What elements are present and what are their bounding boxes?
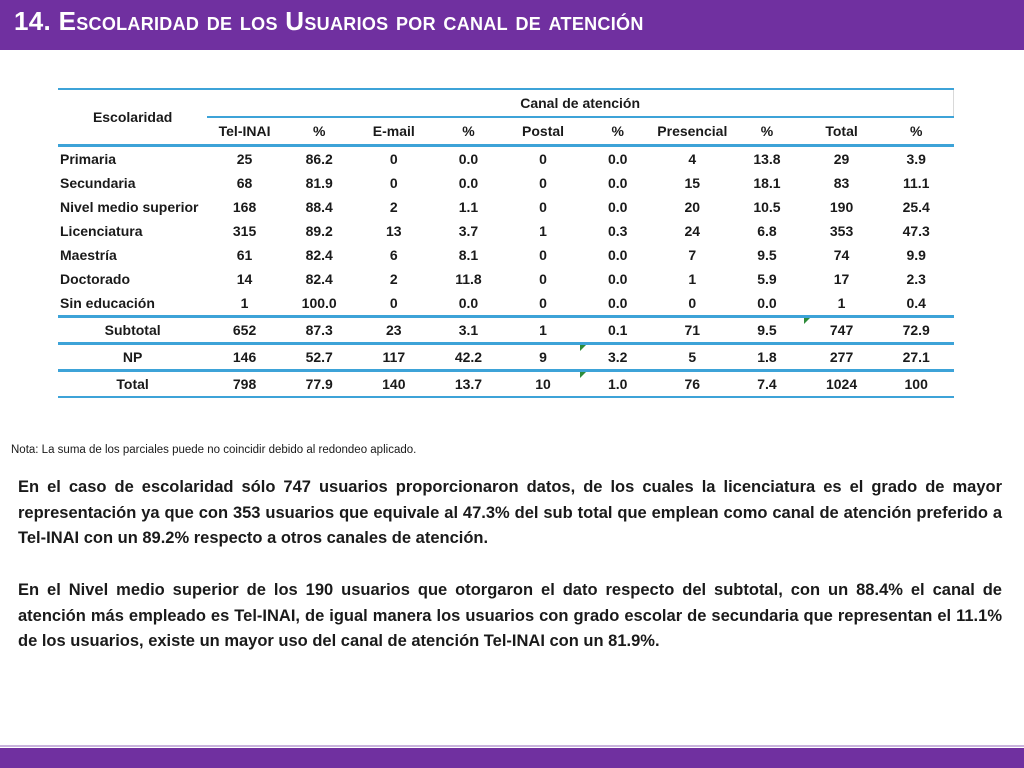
table-cell: 0	[539, 271, 547, 287]
table-cell: 23	[357, 317, 432, 344]
table-cell: 68	[236, 175, 253, 191]
table-cell: 72.9	[879, 317, 954, 344]
table-cell: 353	[829, 223, 854, 239]
table-cell: 0	[539, 199, 547, 215]
table-cell: 9.5	[730, 317, 805, 344]
table-row	[58, 195, 954, 219]
table-cell: 0.0	[607, 271, 628, 287]
table-cell: 11.8	[455, 271, 482, 287]
column-header: %	[730, 117, 805, 146]
table-cell: 0.0	[607, 199, 628, 215]
table-cell: 3.1	[431, 317, 506, 344]
table-cell: 0.0	[458, 151, 479, 167]
table-cell: 2	[389, 271, 398, 287]
column-header: Tel-INAI	[207, 117, 282, 146]
table-cell: 0.0	[757, 295, 777, 311]
table-cell: 2	[389, 199, 398, 215]
table-cell: 0	[539, 175, 547, 191]
table-cell: 18.1	[753, 175, 781, 191]
table-cell: 77.9	[282, 371, 357, 398]
column-header: Presencial	[655, 117, 730, 146]
table-cell: 652	[207, 317, 282, 344]
title-bar	[0, 0, 1024, 50]
table-cell: 140	[357, 371, 432, 398]
table-cell: 100.0	[301, 295, 337, 311]
table-cell: 9.5	[757, 247, 777, 263]
table-cell: 13	[386, 223, 402, 239]
table-cell: 24	[684, 223, 701, 239]
table-cell: 1.8	[730, 344, 805, 371]
footnote: Nota: La suma de los parciales puede no coincidir debido al redondeo aplicado.	[11, 444, 417, 456]
table-cell: 6.8	[757, 223, 777, 239]
table-cell: 76	[655, 371, 730, 398]
table-row	[58, 219, 954, 243]
table-cell: 1.1	[458, 199, 479, 215]
column-header: Postal	[506, 117, 581, 146]
table-cell: 20	[684, 199, 701, 215]
table-cell: 798	[207, 371, 282, 398]
table-cell: 1	[837, 295, 846, 311]
table-cell: 0.0	[458, 175, 479, 191]
table-cell: 0	[389, 175, 398, 191]
table-cell: 1	[688, 271, 697, 287]
table-cell: 5	[655, 344, 730, 371]
table-cell: 0	[389, 295, 398, 311]
table-cell: 11.1	[902, 175, 930, 191]
table-cell: 168	[232, 199, 257, 215]
table-cell: 1	[506, 317, 581, 344]
table-cell: 9	[506, 344, 581, 371]
row-label: Sin educación	[60, 295, 155, 311]
table-cell: 277	[804, 344, 879, 371]
table-cell: 8.1	[458, 247, 479, 263]
table-cell: 117	[357, 344, 432, 371]
table-cell: 0	[539, 151, 547, 167]
row-label: Primaria	[60, 151, 117, 167]
table-row	[58, 243, 954, 267]
row-label: Total	[58, 371, 207, 398]
table-cell: 17	[833, 271, 850, 287]
table-cell: 14	[236, 271, 253, 287]
table-cell: 1.0	[580, 371, 655, 398]
table-cell: 1	[539, 223, 547, 239]
table-cell: 0.0	[458, 295, 479, 311]
table-cell: 190	[829, 199, 854, 215]
table-cell: 0.1	[580, 317, 655, 344]
table-cell: 100	[879, 371, 954, 398]
table-cell: 61	[236, 247, 253, 263]
table-cell: 0.0	[607, 175, 628, 191]
table-row	[58, 171, 954, 195]
footer-bar	[0, 748, 1024, 768]
column-header: %	[431, 117, 506, 146]
table-cell: 7	[688, 247, 697, 263]
table-cell: 0.4	[906, 295, 926, 311]
table-cell: 0.0	[607, 151, 628, 167]
table-cell: 5.9	[757, 271, 777, 287]
table-cell: 9.9	[906, 247, 926, 263]
table-cell: 42.2	[431, 344, 506, 371]
table-cell: 1024	[804, 371, 879, 398]
table-cell: 0	[688, 295, 697, 311]
table-cell: 0	[539, 247, 547, 263]
column-header: E-mail	[357, 117, 432, 146]
table-cell: 0	[539, 295, 547, 311]
table-cell: 1	[240, 295, 249, 311]
table-cell: 747	[804, 317, 879, 344]
table-cell: 0.0	[607, 295, 628, 311]
table-row	[58, 146, 954, 172]
table-row	[58, 317, 954, 344]
row-label: Licenciatura	[60, 223, 143, 239]
row-label: Secundaria	[60, 175, 136, 191]
page-title: 14. Escolaridad de los Usuarios por canal de atención	[14, 6, 644, 36]
table-cell: 3.9	[906, 151, 926, 167]
table-cell: 25.4	[902, 199, 930, 215]
table-row	[58, 291, 954, 317]
table-cell: 25	[236, 151, 253, 167]
table-row	[58, 267, 954, 291]
table-cell: 83	[833, 175, 850, 191]
table-cell: 71	[655, 317, 730, 344]
table-cell: 10	[506, 371, 581, 398]
column-header: %	[879, 117, 954, 146]
column-header: Total	[804, 117, 879, 146]
row-label: NP	[58, 344, 207, 371]
table-cell: 4	[688, 151, 697, 167]
table-cell: 81.9	[305, 175, 333, 191]
table-cell: 52.7	[282, 344, 357, 371]
table-cell: 27.1	[879, 344, 954, 371]
paragraph: En el Nivel medio superior de los 190 usuarios que otorgaron el dato respecto del subtotal, con un 88.4% el canal de atención más empleado es Tel-INAI, de igual manera los usuarios con grado escolar de secundaria que representan el 11.1% de los usuarios, existe un mayor uso del canal de atención Tel-INAI con un 81.9%.	[18, 581, 1002, 650]
table-cell: 87.3	[282, 317, 357, 344]
table-cell: 74	[833, 247, 850, 263]
row-label: Nivel medio superior	[60, 199, 199, 215]
column-header: %	[580, 117, 655, 146]
table-row	[58, 371, 954, 398]
escolaridad-table	[58, 88, 954, 398]
row-label: Doctorado	[60, 271, 130, 287]
table-cell: 10.5	[753, 199, 781, 215]
group-header: Canal de atención	[207, 89, 953, 117]
table-cell: 6	[389, 247, 398, 263]
table-cell: 47.3	[902, 223, 930, 239]
table-cell: 15	[684, 175, 701, 191]
table-cell: 0.3	[607, 223, 628, 239]
column-header: %	[282, 117, 357, 146]
row-label: Maestría	[60, 247, 117, 263]
table-row	[58, 344, 954, 371]
table-cell: 3.2	[580, 344, 655, 371]
row-header: Escolaridad	[58, 89, 207, 146]
table-cell: 7.4	[730, 371, 805, 398]
table-cell: 29	[833, 151, 850, 167]
table-cell: 0.0	[607, 247, 628, 263]
table-cell: 86.2	[305, 151, 333, 167]
table-cell: 315	[232, 223, 257, 239]
table-cell: 82.4	[305, 271, 333, 287]
table-cell: 88.4	[305, 199, 333, 215]
paragraph: En el caso de escolaridad sólo 747 usuarios proporcionaron datos, de los cuales la licenciatura es el grado de mayor representación ya que con 353 usuarios que equivale al 47.3% del sub total que emplean como canal de atención preferido a Tel-INAI con un 89.2% respecto a otros canales de atención.	[18, 478, 1002, 547]
table-cell: 2.3	[906, 271, 926, 287]
table-cell: 82.4	[305, 247, 333, 263]
table-cell: 0	[389, 151, 398, 167]
table-cell: 13.7	[431, 371, 506, 398]
row-label: Subtotal	[58, 317, 207, 344]
table-cell: 89.2	[305, 223, 333, 239]
table-cell: 3.7	[458, 223, 479, 239]
table-cell: 146	[207, 344, 282, 371]
table-cell: 13.8	[753, 151, 781, 167]
